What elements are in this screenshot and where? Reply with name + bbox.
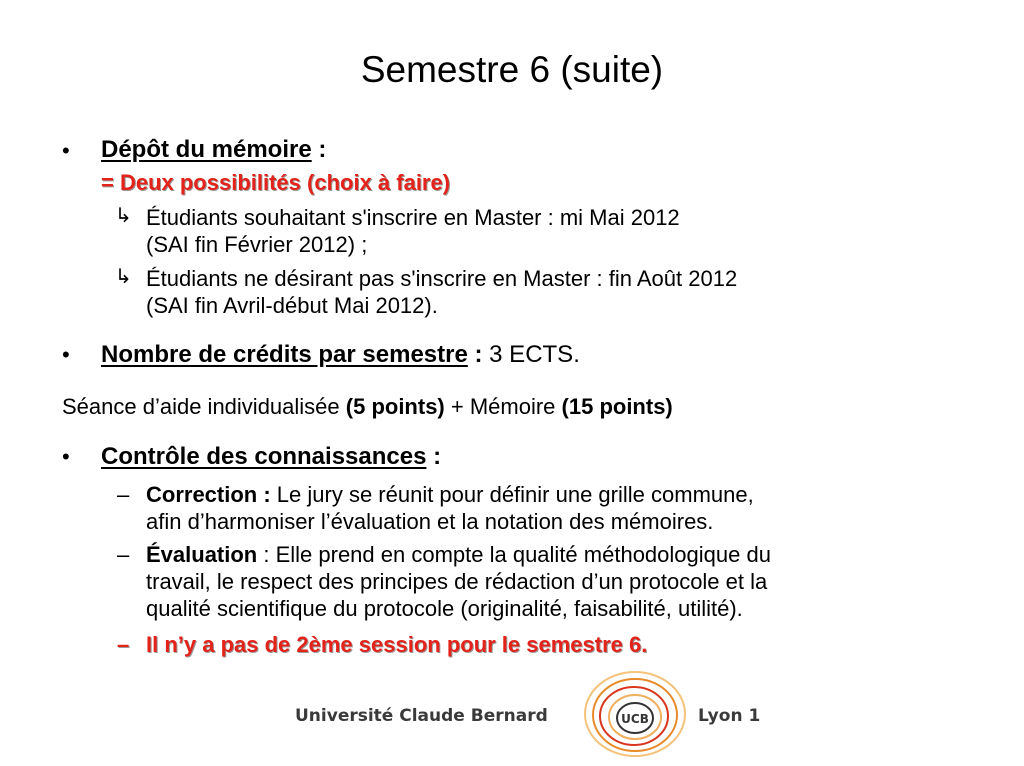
depot-item1-line1: Étudiants souhaitant s'inscrire en Master : mi Mai 2012 bbox=[146, 205, 680, 230]
university-name-right: Lyon 1 bbox=[698, 706, 761, 726]
arrow-icon: ↳ bbox=[115, 205, 132, 227]
bullet-glyph: • bbox=[62, 444, 70, 469]
university-name-left: Université Claude Bernard bbox=[295, 706, 548, 726]
bullet-glyph: • bbox=[62, 342, 70, 367]
evaluation-line2: travail, le respect des principes de rédaction d’un protocole et la bbox=[146, 569, 768, 594]
dash-glyph: – bbox=[117, 632, 130, 657]
emblem-text: UCB bbox=[621, 712, 649, 726]
depot-label: Dépôt du mémoire bbox=[101, 136, 312, 163]
no-second-session-note: Il n’y a pas de 2ème session pour le semestre 6. bbox=[146, 632, 648, 657]
depot-item1-line2: (SAI fin Février 2012) ; bbox=[146, 232, 368, 257]
memoire-text: + Mémoire bbox=[444, 394, 562, 419]
evaluation-text: : Elle prend en compte la qualité méthodologique du bbox=[257, 542, 771, 567]
ucb-logo-emblem bbox=[580, 668, 692, 760]
slide-title: Semestre 6 (suite) bbox=[360, 49, 664, 90]
dash-glyph: – bbox=[117, 542, 130, 567]
depot-item2-line1: Étudiants ne désirant pas s'inscrire en Master : fin Août 2012 bbox=[146, 266, 738, 291]
arrow-icon: ↳ bbox=[115, 266, 132, 288]
controle-colon: : bbox=[426, 443, 442, 470]
controle-label: Contrôle des connaissances bbox=[101, 443, 427, 470]
seance-points: (5 points) bbox=[345, 394, 445, 419]
correction-line1 bbox=[146, 481, 754, 508]
credits-value: 3 ECTS. bbox=[482, 341, 580, 368]
bullet-glyph: • bbox=[62, 138, 70, 163]
evaluation-line3: qualité scientifique du protocole (originalité, faisabilité, utilité). bbox=[146, 596, 743, 621]
seance-line bbox=[62, 393, 673, 420]
memoire-points: (15 points) bbox=[561, 394, 673, 419]
controle-heading bbox=[101, 442, 441, 472]
dash-glyph: – bbox=[117, 482, 130, 507]
correction-line2: afin d’harmoniser l’évaluation et la notation des mémoires. bbox=[146, 509, 714, 534]
depot-colon: : bbox=[311, 136, 327, 163]
depot-subtitle: = Deux possibilités (choix à faire) bbox=[101, 170, 451, 195]
seance-text: Séance d’aide individualisée bbox=[62, 394, 346, 419]
credits-label: Nombre de crédits par semestre bbox=[101, 341, 468, 368]
evaluation-label: Évaluation bbox=[146, 542, 258, 567]
depot-heading bbox=[101, 135, 326, 165]
credits-line bbox=[101, 340, 580, 370]
correction-label: Correction : bbox=[146, 482, 271, 507]
credits-colon: : bbox=[467, 341, 483, 368]
evaluation-line1 bbox=[146, 541, 771, 568]
correction-text: Le jury se réunit pour définir une grille commune, bbox=[270, 482, 754, 507]
depot-item2-line2: (SAI fin Avril-début Mai 2012). bbox=[146, 293, 438, 318]
